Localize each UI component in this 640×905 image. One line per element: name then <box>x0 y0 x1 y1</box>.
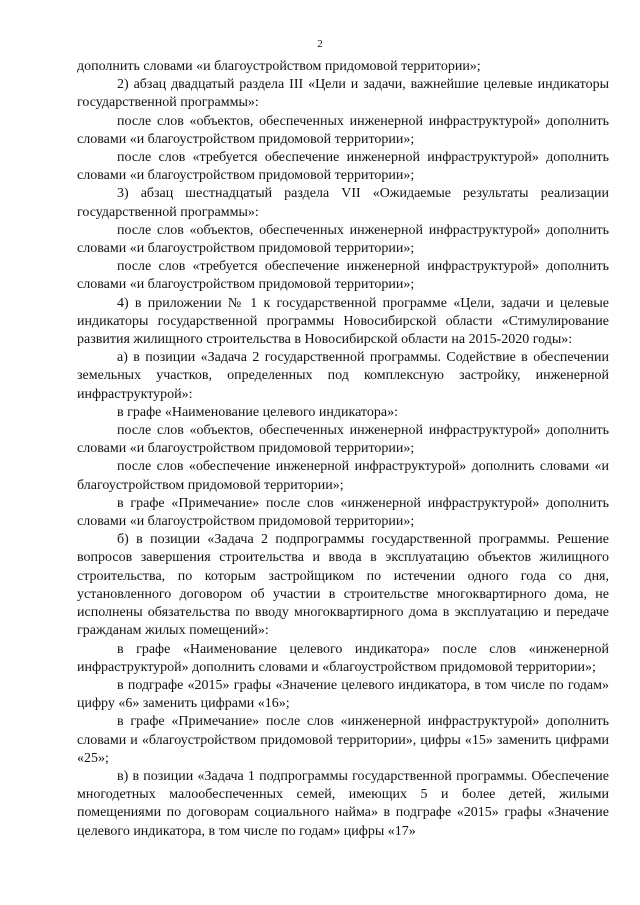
paragraph-6: после слов «объектов, обеспеченных инженерной инфраструктурой» дополнить словами «и благоустройством придомовой территории»; <box>77 222 609 257</box>
paragraph-9: а) в позиции «Задача 2 государственной программы. Содействие в обеспечении земельных участков, определенных под комплексную застройку, инженерной инфраструктурой»: <box>77 350 609 402</box>
paragraph-2: 2) абзац двадцатый раздела III «Цели и задачи, важнейшие целевые индикаторы государственной программы»: <box>77 77 609 111</box>
paragraph-17: в графе «Примечание» после слов «инженерной инфраструктурой» дополнить словами и «благоустройством придомовой территории», цифры «15» заменить цифрами «25»; <box>77 714 609 766</box>
paragraph-11: после слов «объектов, обеспеченных инженерной инфраструктурой» дополнить словами «и благоустройством придомовой территории»; <box>77 423 609 457</box>
paragraph-16: в подграфе «2015» графы «Значение целевого индикатора, в том числе по годам» цифру «6» заменить цифрами «16»; <box>77 677 609 712</box>
page-number: 2 <box>317 38 323 50</box>
paragraph-7: после слов «требуется обеспечение инженерной инфраструктурой» дополнить словами «и благоустройством придомовой территории»; <box>77 259 609 293</box>
paragraph-14: б) в позиции «Задача 2 подпрограммы государственной программы. Решение вопросов завершения строительства и ввода в эксплуатацию объектов жилищного строительства, по которым застройщиком по истечении одного года со дня, установленного договором об участии в строительстве многоквартирного дома, не исполнены обязательства по вводу многоквартирного дома в эксплуатацию и передаче гражданам жилых помещений»: <box>77 532 609 639</box>
paragraph-5: 3) абзац шестнадцатый раздела VII «Ожидаемые результаты реализации государственной программы»: <box>77 186 609 220</box>
paragraph-1: дополнить словами «и благоустройством придомовой территории»; <box>77 59 481 74</box>
paragraph-3: после слов «объектов, обеспеченных инженерной инфраструктурой» дополнить словами «и благоустройством придомовой территории»; <box>77 113 609 147</box>
paragraph-15: в графе «Наименование целевого индикатора» после слов «инженерной инфраструктурой» дополнить словами и «благоустройством придомовой территории»; <box>77 641 609 675</box>
paragraph-10: в графе «Наименование целевого индикатора»: <box>117 404 398 420</box>
document-body <box>77 58 609 841</box>
paragraph-4: после слов «требуется обеспечение инженерной инфраструктурой» дополнить словами «и благоустройством придомовой территории»; <box>77 150 609 184</box>
paragraph-18: в) в позиции «Задача 1 подпрограммы государственной программы. Обеспечение многодетных малообеспеченных семей, имеющих 5 и более детей, жилыми помещениями по договорам социального найма» в подграфе «2015» графы «Значение целевого индикатора, в том числе по годам» цифры «17» <box>77 768 609 839</box>
paragraph-8: 4) в приложении № 1 к государственной программе «Цели, задачи и целевые индикаторы государственной программы Новосибирской области «Стимулирование развития жилищного строительства в Новосибирской области на 2015-2020 годы»: <box>77 295 609 348</box>
paragraph-12: после слов «обеспечение инженерной инфраструктурой» дополнить словами «и благоустройством придомовой территории»; <box>77 459 609 493</box>
paragraph-13: в графе «Примечание» после слов «инженерной инфраструктурой» дополнить словами «и благоустройством придомовой территории»; <box>77 495 609 530</box>
